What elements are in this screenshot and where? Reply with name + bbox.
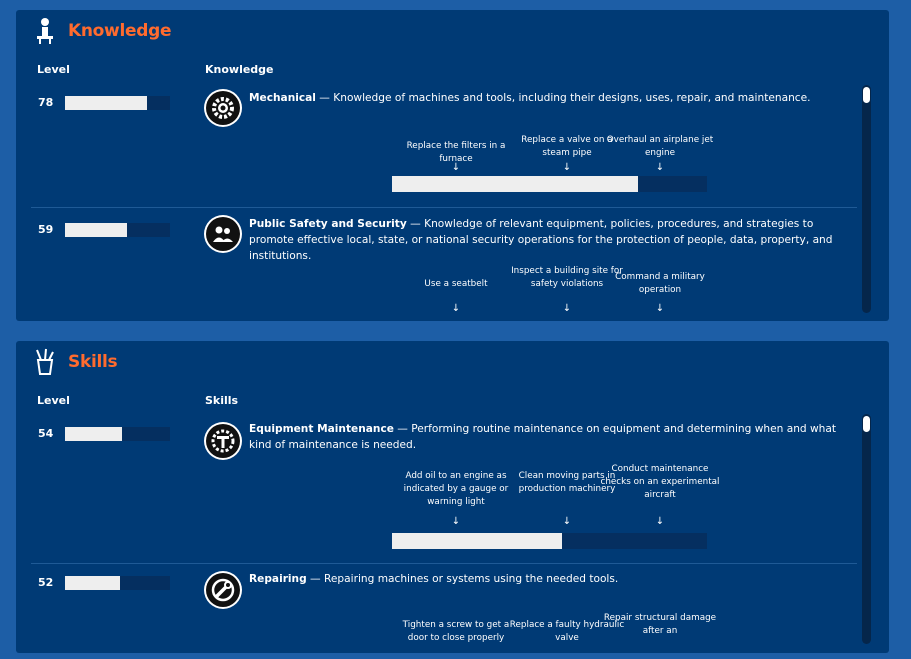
anchor-high: Command a military operation [615, 272, 705, 295]
level-bar [65, 223, 170, 237]
level-value: 52 [38, 576, 54, 589]
wrench-icon [204, 571, 242, 609]
arrow-down-icon: ↓ [562, 303, 572, 314]
level-value: 78 [38, 96, 54, 109]
item-description-text: Performing routine maintenance on equipment and determining when and what kind of maintenance is needed. [249, 423, 837, 451]
arrow-down-icon: ↓ [451, 162, 461, 173]
skills-title: Skills [68, 352, 118, 372]
person-at-desk-icon [34, 17, 56, 45]
level-bar-fill [65, 427, 122, 441]
level-bar [65, 576, 170, 590]
item-description: Public Safety and Security — Knowledge of relevant equipment, policies, procedures, and strategies to promote effective local, state, or national security operations for the protection of people, data, property, and institutions. [249, 218, 833, 262]
anchor-low: Add oil to an engine as indicated by a gauge or warning light [403, 471, 509, 507]
item-name: Equipment Maintenance [249, 423, 394, 435]
knowledge-title: Knowledge [68, 21, 172, 41]
level-bar [65, 427, 170, 441]
list-item [16, 564, 864, 653]
item-description-text: Repairing machines or systems using the needed tools. [324, 573, 619, 585]
arrow-down-icon: ↓ [451, 516, 461, 527]
item-description: Equipment Maintenance — Performing routine maintenance on equipment and determining when and what kind of maintenance is needed. [249, 423, 837, 451]
scale-bar-fill [392, 176, 638, 192]
arrow-down-icon: ↓ [655, 162, 665, 173]
item-name: Mechanical [249, 92, 316, 104]
anchor-low: Replace the filters in a furnace [406, 141, 506, 164]
item-description: Mechanical — Knowledge of machines and tools, including their designs, uses, repair, and maintenance. [249, 92, 811, 104]
scrollbar[interactable] [862, 85, 871, 313]
level-value: 54 [38, 427, 54, 440]
scrollbar-thumb[interactable] [863, 416, 870, 432]
scale-bar [392, 533, 707, 549]
item-name: Public Safety and Security [249, 218, 407, 230]
knowledge-column-header: Knowledge [205, 63, 274, 76]
level-column-header: Level [37, 63, 70, 76]
people-shield-icon [204, 215, 242, 253]
skills-list [16, 415, 864, 653]
anchor-high: Overhaul an airplane jet engine [606, 135, 714, 158]
list-item [16, 84, 864, 208]
level-bar-fill [65, 223, 127, 237]
arrow-down-icon: ↓ [562, 162, 572, 173]
anchor-mid: Clean moving parts in production machinery [518, 471, 616, 494]
arrow-down-icon: ↓ [655, 303, 665, 314]
anchor-low: Use a seatbelt [424, 279, 488, 289]
anchor-high: Repair structural damage after an [603, 613, 717, 636]
anchor-mid: Replace a faulty hydraulic valve [509, 620, 625, 643]
skills-panel [16, 341, 889, 653]
knowledge-panel [16, 10, 889, 321]
anchor-low: Tighten a screw to get a door to close properly [402, 620, 510, 643]
scale-bar-fill [392, 533, 562, 549]
level-bar [65, 96, 170, 110]
knowledge-list [16, 84, 864, 321]
anchor-mid: Inspect a building site for safety violations [511, 266, 623, 289]
list-item [16, 415, 864, 564]
item-name: Repairing [249, 573, 307, 585]
level-bar-fill [65, 96, 147, 110]
item-description: Repairing — Repairing machines or systems using the needed tools. [249, 573, 619, 585]
arrow-down-icon: ↓ [562, 516, 572, 527]
skills-column-header: Skills [205, 394, 239, 407]
scrollbar-thumb[interactable] [863, 87, 870, 103]
anchor-mid: Replace a valve on a steam pipe [521, 135, 613, 158]
scale-bar [392, 176, 707, 192]
item-description-text: Knowledge of machines and tools, including their designs, uses, repair, and maintenance. [333, 92, 811, 104]
paint-cup-icon [34, 348, 56, 376]
item-description-text: Knowledge of relevant equipment, policies, procedures, and strategies to promote effective local, state, or national security operations for the protection of people, data, property, and institutions. [249, 218, 833, 262]
level-bar-fill [65, 576, 120, 590]
arrow-down-icon: ↓ [655, 516, 665, 527]
anchor-high: Conduct maintenance checks on an experimental aircraft [600, 464, 720, 500]
level-value: 59 [38, 223, 54, 236]
list-item [16, 208, 864, 321]
level-column-header: Level [37, 394, 70, 407]
arrow-down-icon: ↓ [451, 303, 461, 314]
scrollbar[interactable] [862, 414, 871, 644]
gear-wrench-icon [204, 422, 242, 460]
gear-icon [204, 89, 242, 127]
